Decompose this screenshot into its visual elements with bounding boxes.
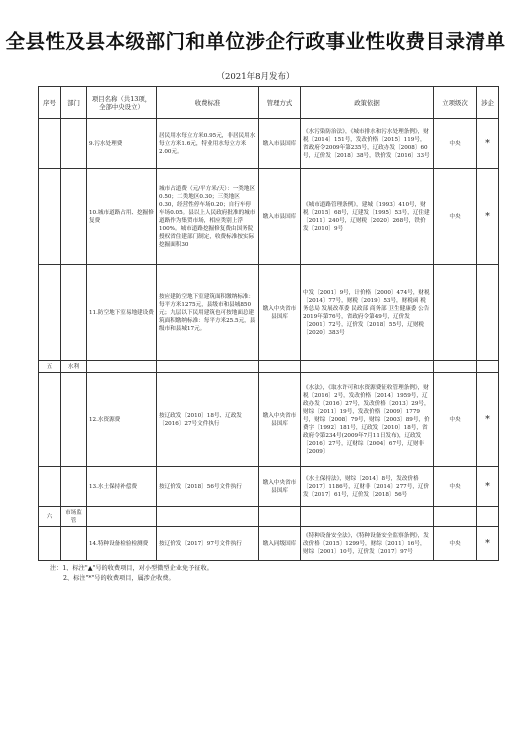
cell-level: 中央 xyxy=(434,467,477,507)
cell-item: 12.水资源费 xyxy=(87,373,157,467)
section-row-water xyxy=(39,361,499,373)
cell-seq xyxy=(39,467,61,507)
cell-seq xyxy=(39,169,61,265)
table-row xyxy=(39,169,499,265)
header-seq: 序号 xyxy=(39,87,61,119)
cell-standard: 城市占道费（元/平方米/天）：一类地区0.50；二类地区0.30；三类地区0.30，经营性停车场0.20；自行车停车场0.05。县以上人民政府批准的城市道路作为集贸市场，相应类别上浮100%。城市道路挖掘修复费由国务院授权省住建部门制定，收费标准按实际挖掘面积30 xyxy=(157,169,259,265)
cell-mgmt: 缴入中央省市县国库 xyxy=(259,265,301,361)
section-seq: 六 xyxy=(39,507,61,527)
header-mgmt: 管理方式 xyxy=(259,87,301,119)
header-enterprise: 涉企 xyxy=(477,87,499,119)
page-title: 全县性及县本级部门和单位涉企行政事业性收费目录清单 xyxy=(5,30,506,53)
cell-level: 中央 xyxy=(434,119,477,169)
cell-policy: 中发〔2001〕9号，计价格〔2000〕474号，财税〔2014〕77号，财税〔2019〕53号，财税函 税务总局 发展改革委 民政部 商务部 卫生健康委 公告2019年第76号，省政府令第49号，辽价发〔2001〕72号，辽价发〔2018〕55号，辽财税〔2020〕383号 xyxy=(301,265,434,361)
table-row xyxy=(39,119,499,169)
cell-policy: 《水法》，《取水许可和水资源费征收管理条例》，财税〔2016〕2号，发改价格〔2014〕1959号，辽政办发〔2016〕27号，发改价格〔2013〕29号，财综〔2011〕19号，发改价格〔2009〕1779号，财综〔2008〕79号，财综〔2003〕89号，价费字〔1992〕181号，辽政发〔2010〕18号，省政府令第234号(2009年7月11日发布)，辽政发〔2016〕27号，辽财综〔2004〕67号，辽财非〔2009〕 xyxy=(301,373,434,467)
cell-enterprise: * xyxy=(477,527,499,561)
cell-seq xyxy=(39,373,61,467)
cell-policy: 《水土保持法》，财综〔2014〕8号，发改价格〔2017〕1186号，辽财非〔2014〕277号，辽价发〔2017〕61号，辽价发〔2018〕56号 xyxy=(301,467,434,507)
cell-dept xyxy=(61,265,87,361)
header-level: 立项级次 xyxy=(434,87,477,119)
table-row xyxy=(39,527,499,561)
section-seq: 五 xyxy=(39,361,61,373)
cell-mgmt: 缴入同级国库 xyxy=(259,527,301,561)
table-row xyxy=(39,373,499,467)
section-dept: 市场监管 xyxy=(61,507,87,527)
header-standard: 收费标准 xyxy=(157,87,259,119)
cell-level: 中央 xyxy=(434,373,477,467)
cell-level xyxy=(434,265,477,361)
cell-standard: 居民用水每立方米0.95元，非居民用水每立方米1.6元，特业用水每立方米2.00元。 xyxy=(157,119,259,169)
header-dept: 部门 xyxy=(61,87,87,119)
cell-enterprise: * xyxy=(477,119,499,169)
cell-dept xyxy=(61,527,87,561)
publish-date: （2021年8月发布） xyxy=(216,72,295,82)
cell-policy: 《城市道路管理条例》，建城〔1993〕410号，财税〔2015〕68号，辽建发〔1995〕53号，辽住建〔2011〕240号，辽财税〔2020〕268号，铁价发〔2010〕9号 xyxy=(301,169,434,265)
cell-seq xyxy=(39,119,61,169)
cell-mgmt: 缴入中央省市县国库 xyxy=(259,373,301,467)
cell-seq xyxy=(39,265,61,361)
cell-enterprise: * xyxy=(477,373,499,467)
footnote-2: 2、标注"*"号的收费项目，属涉企收费。 xyxy=(63,575,175,582)
cell-dept xyxy=(61,373,87,467)
cell-standard: 按辽价发〔2018〕56号文件执行 xyxy=(157,467,259,507)
cell-standard: 按辽政发〔2010〕18号、辽政发〔2016〕27号文件执行 xyxy=(157,373,259,467)
cell-standard: 按应建防空地下室建筑面积缴纳标准：每平方米1275元，县级市和县城850元；九层以下民用建筑也可按地面总建筑面积缴纳标准：每平方米25.5元，县级市和县城17元。 xyxy=(157,265,259,361)
cell-item: 9.污水处理费 xyxy=(87,119,157,169)
cell-dept xyxy=(61,467,87,507)
cell-dept xyxy=(61,169,87,265)
footnotes xyxy=(50,564,213,584)
cell-item: 13.水土保持补偿费 xyxy=(87,467,157,507)
cell-policy: 《水污染防治法》，《城市排水和污水处理条例》，财税〔2014〕151号，发改价格〔2015〕119号，省政府令2009年第235号，辽政办发〔2008〕60号，辽价发〔2018〕38号，铁价发〔2016〕33号 xyxy=(301,119,434,169)
cell-mgmt: 缴入市县国库 xyxy=(259,119,301,169)
cell-item: 11.防空地下室易地建设费 xyxy=(87,265,157,361)
header-item: 项目名称（共13项，全部中央设立） xyxy=(87,87,157,119)
section-dept: 水利 xyxy=(61,361,87,373)
cell-mgmt: 缴入市县国库 xyxy=(259,169,301,265)
cell-enterprise xyxy=(477,265,499,361)
cell-standard: 按辽价发〔2017〕97号文件执行 xyxy=(157,527,259,561)
cell-dept xyxy=(61,119,87,169)
cell-mgmt: 缴入中央省市县国库 xyxy=(259,467,301,507)
cell-level: 中央 xyxy=(434,169,477,265)
cell-item: 10.城市道路占用、挖掘修复费 xyxy=(87,169,157,265)
fee-table xyxy=(38,86,499,561)
cell-level: 中央 xyxy=(434,527,477,561)
header-row xyxy=(39,87,499,119)
section-row-market xyxy=(39,507,499,527)
cell-policy: 《特种设备安全法》，《特种设备安全监察条例》，发改价格〔2015〕1299号，财综〔2011〕16号，财综〔2001〕10号，辽价发〔2017〕97号 xyxy=(301,527,434,561)
cell-item: 14.特种设备检验检测费 xyxy=(87,527,157,561)
table-row xyxy=(39,467,499,507)
header-policy: 政策依据 xyxy=(301,87,434,119)
table-row xyxy=(39,265,499,361)
cell-seq xyxy=(39,527,61,561)
footnote-1: 注：1、标注"▲"号的收费项目，对小型微型企业免予征收。 xyxy=(50,565,213,572)
cell-enterprise: * xyxy=(477,169,499,265)
cell-enterprise: * xyxy=(477,467,499,507)
